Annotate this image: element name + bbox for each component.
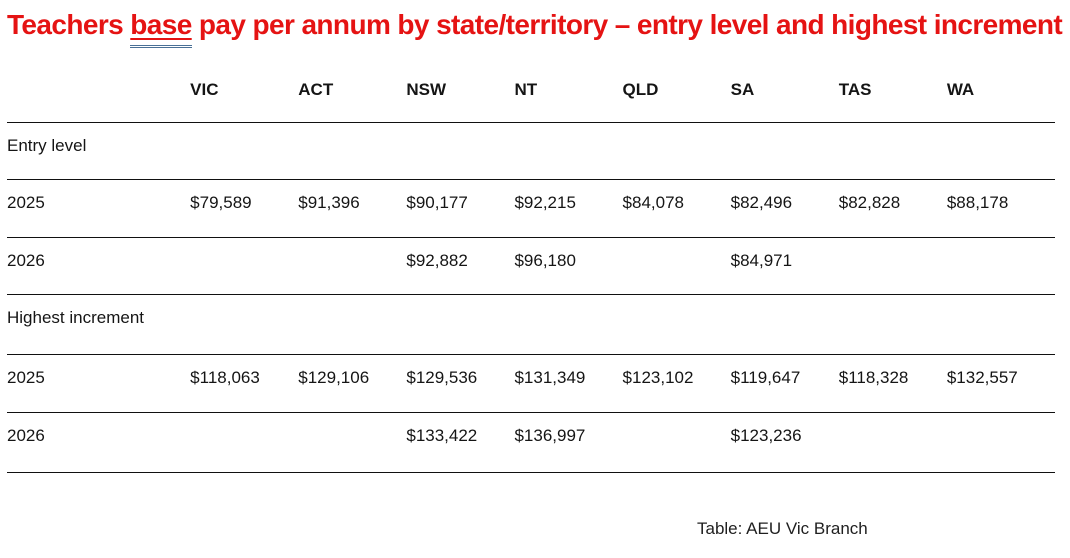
corner-cell	[7, 67, 190, 122]
column-header-nt: NT	[514, 67, 622, 122]
cell-entry-2026-sa: $84,971	[731, 237, 839, 294]
cell-highest-2026-nt: $136,997	[514, 412, 622, 472]
section-label: Highest increment	[7, 294, 1055, 354]
cell-highest-2026-tas	[839, 412, 947, 472]
cell-entry-2026-vic	[190, 237, 298, 294]
cell-entry-2026-act	[298, 237, 406, 294]
cell-highest-2025-vic: $118,063	[190, 354, 298, 412]
table-row-highest-2025	[7, 354, 1055, 412]
cell-highest-2026-wa	[947, 412, 1055, 472]
cell-entry-2026-nsw: $92,882	[406, 237, 514, 294]
cell-highest-2025-nt: $131,349	[514, 354, 622, 412]
title-underlined-word: base	[130, 9, 191, 48]
section-row-highest-increment	[7, 294, 1055, 354]
cell-highest-2026-qld	[623, 412, 731, 472]
cell-highest-2025-act: $129,106	[298, 354, 406, 412]
cell-highest-2025-tas: $118,328	[839, 354, 947, 412]
title-suffix: pay per annum by state/territory – entry level and highest increment	[191, 9, 1063, 40]
column-header-act: ACT	[298, 67, 406, 122]
cell-highest-2025-nsw: $129,536	[406, 354, 514, 412]
cell-entry-2026-wa	[947, 237, 1055, 294]
table-row-entry-2026	[7, 237, 1055, 294]
cell-highest-2026-act	[298, 412, 406, 472]
pay-table	[7, 67, 1055, 473]
column-header-qld: QLD	[623, 67, 731, 122]
table-row-entry-2025	[7, 179, 1055, 237]
cell-highest-2026-nsw: $133,422	[406, 412, 514, 472]
section-label: Entry level	[7, 122, 1055, 179]
cell-entry-2026-tas	[839, 237, 947, 294]
column-header-vic: VIC	[190, 67, 298, 122]
cell-highest-2026-sa: $123,236	[731, 412, 839, 472]
page-title	[7, 8, 1062, 42]
header-row	[7, 67, 1055, 122]
row-label: 2026	[7, 412, 190, 472]
cell-highest-2026-vic	[190, 412, 298, 472]
row-label: 2025	[7, 354, 190, 412]
cell-entry-2025-nt: $92,215	[514, 179, 622, 237]
section-row-entry-level	[7, 122, 1055, 179]
column-header-nsw: NSW	[406, 67, 514, 122]
column-header-sa: SA	[731, 67, 839, 122]
column-header-tas: TAS	[839, 67, 947, 122]
cell-highest-2025-sa: $119,647	[731, 354, 839, 412]
cell-entry-2025-wa: $88,178	[947, 179, 1055, 237]
column-header-wa: WA	[947, 67, 1055, 122]
cell-highest-2025-wa: $132,557	[947, 354, 1055, 412]
cell-entry-2025-nsw: $90,177	[406, 179, 514, 237]
cell-entry-2026-nt: $96,180	[514, 237, 622, 294]
cell-entry-2025-sa: $82,496	[731, 179, 839, 237]
source-attribution: Table: AEU Vic Branch	[697, 518, 868, 538]
cell-entry-2025-qld: $84,078	[623, 179, 731, 237]
row-label: 2026	[7, 237, 190, 294]
table-row-highest-2026	[7, 412, 1055, 472]
row-label: 2025	[7, 179, 190, 237]
cell-entry-2025-tas: $82,828	[839, 179, 947, 237]
cell-highest-2025-qld: $123,102	[623, 354, 731, 412]
title-prefix: Teachers	[7, 9, 131, 40]
cell-entry-2026-qld	[623, 237, 731, 294]
cell-entry-2025-vic: $79,589	[190, 179, 298, 237]
cell-entry-2025-act: $91,396	[298, 179, 406, 237]
